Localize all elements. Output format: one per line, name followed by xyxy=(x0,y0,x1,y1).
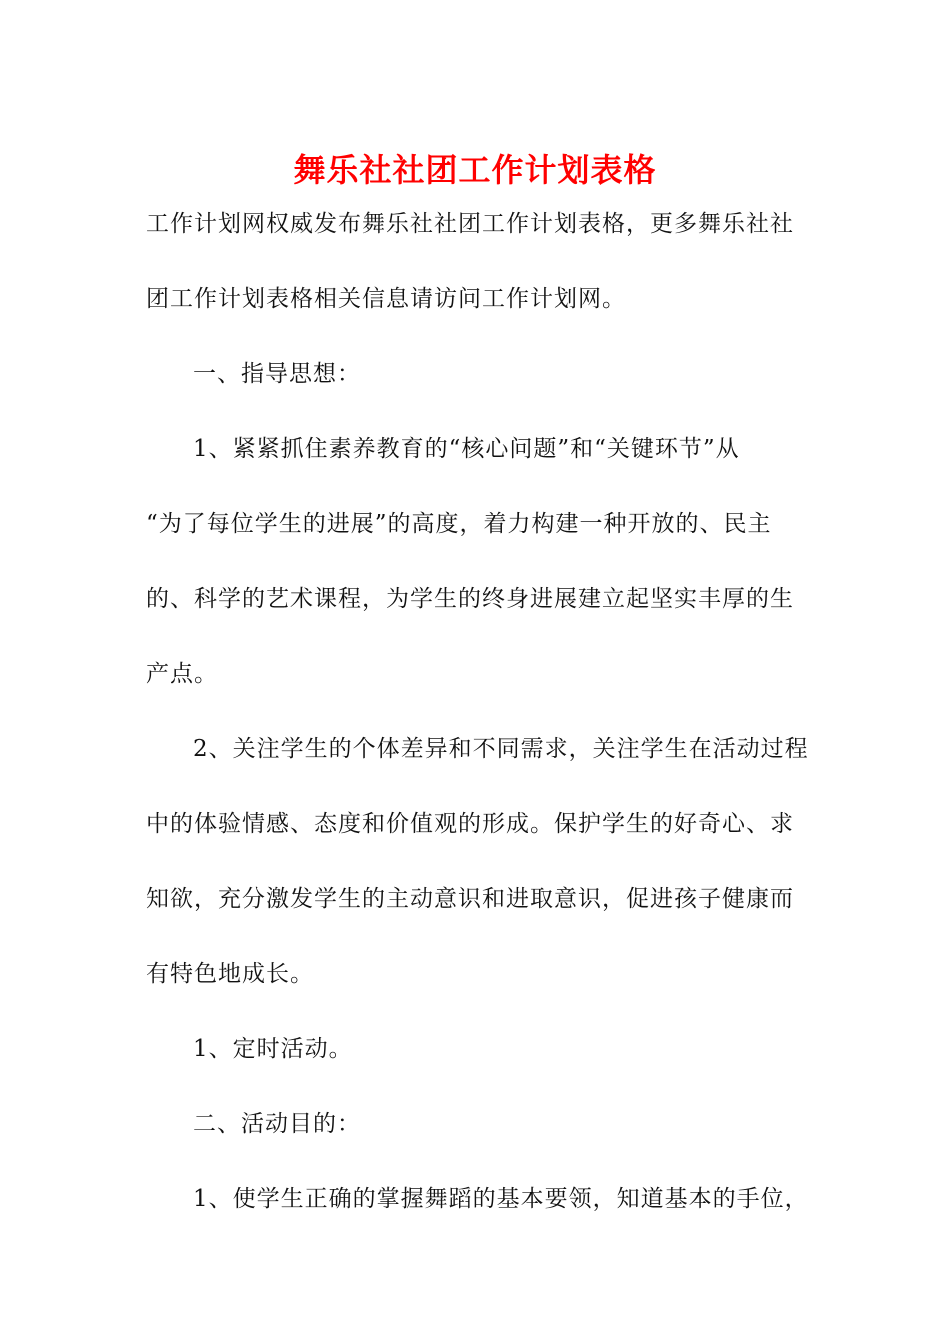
paragraph-line: 1、使学生正确的掌握舞蹈的基本要领，知道基本的手位， xyxy=(193,1186,809,1212)
paragraph-line: 知欲，充分激发学生的主动意识和进取意识，促进孩子健康而 xyxy=(146,886,794,912)
paragraph-line: 团工作计划表格相关信息请访问工作计划网。 xyxy=(146,286,626,312)
paragraph-line: 工作计划网权威发布舞乐社社团工作计划表格，更多舞乐社社 xyxy=(146,211,794,237)
paragraph-line: 有特色地成长。 xyxy=(146,961,314,987)
section-heading: 一、指导思想： xyxy=(193,361,361,387)
paragraph-line: 1、紧紧抓住素养教育的“核心问题”和“关键环节”从 xyxy=(193,436,740,462)
section-heading: 二、活动目的： xyxy=(193,1111,361,1137)
paragraph-line: “为了每位学生的进展”的高度，着力构建一种开放的、民主 xyxy=(146,511,772,537)
paragraph-line: 2、关注学生的个体差异和不同需求，关注学生在活动过程 xyxy=(193,736,809,762)
paragraph-line: 中的体验情感、态度和价值观的形成。保护学生的好奇心、求 xyxy=(146,811,794,837)
paragraph-line: 的、科学的艺术课程，为学生的终身进展建立起坚实丰厚的生 xyxy=(146,586,794,612)
document-title: 舞乐社社团工作计划表格 xyxy=(293,151,657,189)
paragraph-line: 1、定时活动。 xyxy=(193,1036,353,1062)
paragraph-line: 产点。 xyxy=(146,661,218,687)
